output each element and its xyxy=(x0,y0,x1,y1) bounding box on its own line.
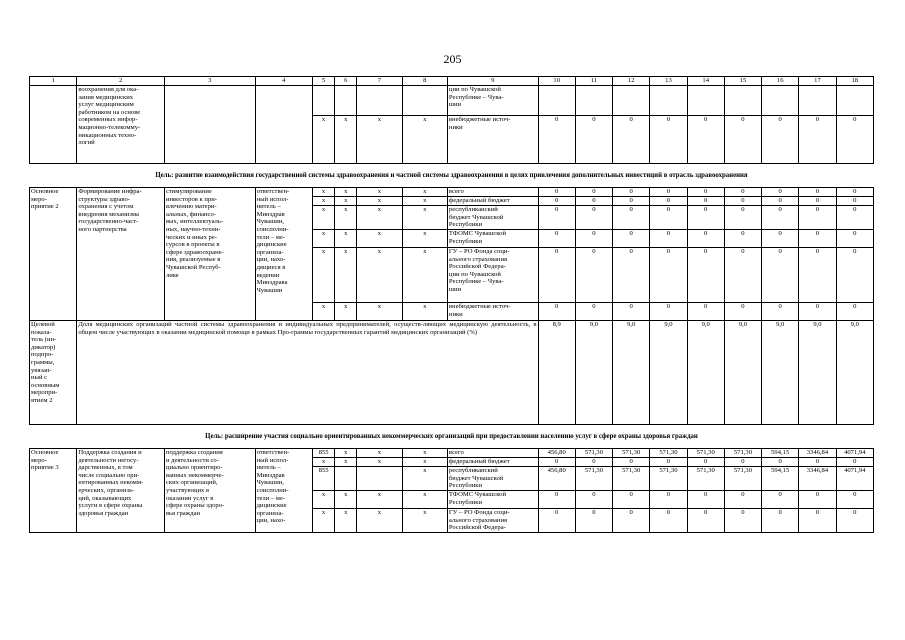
code-cell: x xyxy=(402,467,447,491)
value-cell: 0 xyxy=(724,206,761,230)
code-cell: x xyxy=(312,248,334,303)
code-cell: x xyxy=(335,491,357,509)
column-header: 9 xyxy=(447,77,538,86)
code-cell xyxy=(335,86,357,116)
value-cell: 0 xyxy=(538,458,575,467)
code-cell: x xyxy=(402,206,447,230)
column-header: 6 xyxy=(335,77,357,86)
column-header: 2 xyxy=(77,77,165,86)
value-cell: 0 xyxy=(724,230,761,248)
column-header: 3 xyxy=(164,77,255,86)
code-cell: x xyxy=(402,248,447,303)
value-cell: 0 xyxy=(613,116,650,164)
value-cell: 0 xyxy=(799,458,836,467)
indicator-row xyxy=(30,321,874,425)
code-cell: x xyxy=(357,230,402,248)
funding-source-cell: федеральный бюджет xyxy=(447,458,538,467)
value-cell: 571,30 xyxy=(687,467,724,491)
value-cell: 0 xyxy=(687,509,724,533)
value-cell: 0 xyxy=(836,303,873,321)
value-cell: 571,30 xyxy=(650,467,687,491)
value-cell xyxy=(799,86,836,116)
value-cell xyxy=(687,86,724,116)
value-cell: 0 xyxy=(538,491,575,509)
code-cell: x xyxy=(335,303,357,321)
value-cell: 0 xyxy=(575,188,612,197)
value-cell: 0 xyxy=(799,248,836,303)
column-header: 18 xyxy=(836,77,873,86)
section-row xyxy=(30,425,874,449)
value-cell: 0 xyxy=(762,509,799,533)
code-cell: x xyxy=(402,449,447,458)
responsible-executor: ответствен- ный испол- нитель – Минздрав Чувашии, соисполни- тели – ме- дицинские организа- ции, нахо- дящиеся в ведении Минздрава Чувашии xyxy=(255,188,312,321)
value-cell xyxy=(724,86,761,116)
code-cell: x xyxy=(357,197,402,206)
funding-source-cell: внебюджетные источ- ники xyxy=(447,303,538,321)
value-cell: 0 xyxy=(687,303,724,321)
value-cell: 571,30 xyxy=(724,449,761,458)
code-cell: x xyxy=(402,188,447,197)
measure-content: стимулирование инвесторов к при- влечению матери- альных, финансо- вых, интеллектуаль- ных, научно-техни- ческих и иных ре- сурсов в проекты в сфере здравоохране- ния, реализуемые в Чувашской Респуб- лике xyxy=(164,188,255,321)
funding-source-cell: ТФОМС Чувашской Республики xyxy=(447,230,538,248)
code-cell: x xyxy=(357,509,402,533)
value-cell: 0 xyxy=(613,509,650,533)
code-cell: x xyxy=(312,509,334,533)
column-header: 11 xyxy=(575,77,612,86)
value-cell: 0 xyxy=(687,230,724,248)
value-cell: 4071,94 xyxy=(836,449,873,458)
value-cell xyxy=(575,86,612,116)
value-cell: 0 xyxy=(613,458,650,467)
value-cell: 456,80 xyxy=(538,449,575,458)
value-cell: 0 xyxy=(799,197,836,206)
value-cell xyxy=(762,86,799,116)
value-cell: 0 xyxy=(650,230,687,248)
value-cell: 0 xyxy=(836,248,873,303)
value-cell xyxy=(613,86,650,116)
code-cell: x xyxy=(357,449,402,458)
funding-source-cell: республиканский бюджет Чувашской Республики xyxy=(447,467,538,491)
code-cell: x xyxy=(402,303,447,321)
indicator-value: 8,9 xyxy=(538,321,575,425)
code-cell xyxy=(357,467,402,491)
indicator-value: 9,0 xyxy=(650,321,687,425)
code-cell: x xyxy=(335,509,357,533)
value-cell: 0 xyxy=(687,116,724,164)
section-row xyxy=(30,164,874,188)
value-cell: 0 xyxy=(650,491,687,509)
funding-source-cell: внебюджетные источ- ники xyxy=(447,116,538,164)
column-header: 15 xyxy=(724,77,761,86)
column-header: 7 xyxy=(357,77,402,86)
value-cell: 0 xyxy=(575,491,612,509)
indicator-value: 9,0 xyxy=(724,321,761,425)
value-cell: 0 xyxy=(538,116,575,164)
value-cell: 0 xyxy=(613,303,650,321)
code-cell: x xyxy=(357,303,402,321)
value-cell xyxy=(650,86,687,116)
code-cell: x xyxy=(312,230,334,248)
section-title: Цель: расширение участия социально ориентированных некоммерческих организаций при предоставлении населению услуг в сфере охраны здоровья граждан xyxy=(30,425,874,449)
col3-cell xyxy=(164,86,255,164)
value-cell: 571,30 xyxy=(575,467,612,491)
code-cell xyxy=(335,467,357,491)
code-cell: x xyxy=(357,188,402,197)
value-cell: 0 xyxy=(575,206,612,230)
section-title: Цель: развитие взаимодействия государственной системы здравоохранения и частной системы здравоохранения в целях привлечения дополнительных инвестиций в отрасль здравоохранения xyxy=(30,164,874,188)
code-cell: x xyxy=(335,197,357,206)
value-cell: 0 xyxy=(836,509,873,533)
code-cell: x xyxy=(312,116,334,164)
value-cell: 0 xyxy=(613,206,650,230)
value-cell: 0 xyxy=(836,116,873,164)
value-cell: 0 xyxy=(836,458,873,467)
value-cell xyxy=(836,86,873,116)
value-cell: 0 xyxy=(650,188,687,197)
value-cell: 0 xyxy=(799,116,836,164)
value-cell: 0 xyxy=(538,230,575,248)
value-cell: 0 xyxy=(650,206,687,230)
value-cell: 571,30 xyxy=(613,449,650,458)
value-cell: 0 xyxy=(575,197,612,206)
column-header: 17 xyxy=(799,77,836,86)
code-cell: x xyxy=(402,491,447,509)
value-cell: 0 xyxy=(687,458,724,467)
value-cell: 0 xyxy=(575,509,612,533)
measure-number: Основное меро- приятие 2 xyxy=(30,188,77,321)
code-cell: x xyxy=(312,197,334,206)
funding-source-cell: всего xyxy=(447,188,538,197)
code-cell: x xyxy=(402,116,447,164)
value-cell: 3346,84 xyxy=(799,449,836,458)
value-cell: 0 xyxy=(836,230,873,248)
code-cell: x xyxy=(357,248,402,303)
value-cell: 0 xyxy=(687,197,724,206)
value-cell: 571,30 xyxy=(724,467,761,491)
value-cell: 0 xyxy=(724,458,761,467)
value-cell: 0 xyxy=(613,230,650,248)
indicator-value: 9,0 xyxy=(836,321,873,425)
code-cell: x xyxy=(312,303,334,321)
value-cell: 0 xyxy=(762,230,799,248)
value-cell: 0 xyxy=(836,491,873,509)
responsible-executor: ответствен- ный испол- нитель – Минздрав Чувашии, соисполни- тели – ме- дицинские организа- ции, нахо- xyxy=(255,449,312,533)
measure-description: воохранения для ока- зания медицинских услуг медицинским работником на основе современных инфор- мационно-телекомму- никационных техно- логий xyxy=(77,86,165,164)
code-cell: x xyxy=(335,458,357,467)
value-cell: 0 xyxy=(762,248,799,303)
value-cell: 0 xyxy=(575,458,612,467)
value-cell: 0 xyxy=(762,458,799,467)
code-cell: x xyxy=(357,491,402,509)
indicator-label: Целевой показа- тель (ин- дикатор) подпро- граммы, увязан- ный с основным меропри- ятием 2 xyxy=(30,321,77,425)
column-header: 14 xyxy=(687,77,724,86)
code-cell: x xyxy=(335,449,357,458)
code-cell: x xyxy=(357,206,402,230)
page-number: 205 xyxy=(443,52,462,66)
funding-source-cell: всего xyxy=(447,449,538,458)
value-cell: 0 xyxy=(836,197,873,206)
value-cell: 0 xyxy=(687,206,724,230)
column-header: 4 xyxy=(255,77,312,86)
funding-source-cell: федеральный бюджет xyxy=(447,197,538,206)
table-row xyxy=(30,188,874,197)
value-cell: 0 xyxy=(724,509,761,533)
value-cell: 0 xyxy=(836,206,873,230)
code-cell: x xyxy=(312,188,334,197)
value-cell: 0 xyxy=(538,509,575,533)
value-cell: 571,30 xyxy=(613,467,650,491)
value-cell: 0 xyxy=(724,248,761,303)
code-cell xyxy=(312,86,334,116)
funding-source-cell: ГУ – РО Фонда соци- ального страхования Российской Федера- ции по Чувашской Республике – Чува- шии xyxy=(447,248,538,303)
funding-source-cell: ТФОМС Чувашской Республики xyxy=(447,491,538,509)
value-cell: 0 xyxy=(799,230,836,248)
value-cell: 0 xyxy=(687,188,724,197)
measure-content: поддержка создания и деятельности со- циально ориентиро- ванных некоммерче- ских организаций, участвующих в оказании услуг в сфере охраны здоро- вья граждан xyxy=(164,449,255,533)
column-header: 12 xyxy=(613,77,650,86)
value-cell: 0 xyxy=(650,303,687,321)
column-header: 1 xyxy=(30,77,77,86)
value-cell: 0 xyxy=(762,116,799,164)
value-cell: 456,80 xyxy=(538,467,575,491)
value-cell: 0 xyxy=(613,188,650,197)
indicator-text: Доля медицинских организаций частной системы здравоохранения и индивидуальных предпринимателей, осуществ-ляющих медицинскую деятельность, в общем числе участвующих в оказании медицинской помощи в рамках Про-граммы государственных гарантий медицинских организаций (%) xyxy=(77,321,538,425)
value-cell: 0 xyxy=(799,491,836,509)
value-cell: 0 xyxy=(650,458,687,467)
value-cell: 0 xyxy=(613,491,650,509)
code-cell xyxy=(402,86,447,116)
indicator-value: 9,0 xyxy=(762,321,799,425)
value-cell: 0 xyxy=(538,188,575,197)
value-cell: 0 xyxy=(538,206,575,230)
column-header: 16 xyxy=(762,77,799,86)
table-row xyxy=(30,449,874,458)
value-cell xyxy=(538,86,575,116)
code-cell: 855 xyxy=(312,467,334,491)
indicator-value: 9,0 xyxy=(799,321,836,425)
value-cell: 0 xyxy=(538,303,575,321)
code-cell: x xyxy=(402,230,447,248)
value-cell: 0 xyxy=(724,491,761,509)
value-cell: 0 xyxy=(575,248,612,303)
code-cell: x xyxy=(335,188,357,197)
indicator-value: 9,0 xyxy=(613,321,650,425)
value-cell: 0 xyxy=(762,188,799,197)
value-cell: 0 xyxy=(762,197,799,206)
value-cell: 571,30 xyxy=(687,449,724,458)
value-cell: 0 xyxy=(538,248,575,303)
code-cell: x xyxy=(335,206,357,230)
code-cell: x xyxy=(402,509,447,533)
value-cell: 0 xyxy=(650,116,687,164)
value-cell: 0 xyxy=(575,230,612,248)
value-cell: 0 xyxy=(538,197,575,206)
code-cell xyxy=(357,86,402,116)
measure-number: Основное меро- приятие 3 xyxy=(30,449,77,533)
header-row xyxy=(30,77,874,86)
column-header: 13 xyxy=(650,77,687,86)
code-cell: x xyxy=(402,458,447,467)
measure-description: Формирование инфра- структуры здраво- охранения с учетом внедрения механизма государственно-част- ного партнерства xyxy=(77,188,165,321)
value-cell: 0 xyxy=(575,116,612,164)
value-cell: 0 xyxy=(575,303,612,321)
value-cell: 0 xyxy=(613,248,650,303)
column-header: 10 xyxy=(538,77,575,86)
code-cell: x xyxy=(312,458,334,467)
column-header: 5 xyxy=(312,77,334,86)
code-cell: 855 xyxy=(312,449,334,458)
funding-source-cell: республиканский бюджет Чувашской Республики xyxy=(447,206,538,230)
value-cell: 3346,84 xyxy=(799,467,836,491)
value-cell: 0 xyxy=(724,116,761,164)
col4-cell xyxy=(255,86,312,164)
value-cell: 571,30 xyxy=(650,449,687,458)
measure-description: Поддержка создания и деятельности негосу- дарственных, в том числе социально ори- ентированных некомм- ерческих, организа- ций, оказывающих услуги в сфере охраны здоровья граждан xyxy=(77,449,165,533)
value-cell: 0 xyxy=(762,303,799,321)
table-row xyxy=(30,86,874,116)
value-cell: 571,30 xyxy=(575,449,612,458)
code-cell: x xyxy=(312,491,334,509)
indicator-value: 9,0 xyxy=(575,321,612,425)
indicator-value: 9,0 xyxy=(687,321,724,425)
value-cell: 594,15 xyxy=(762,449,799,458)
value-cell: 0 xyxy=(724,197,761,206)
value-cell: 594,15 xyxy=(762,467,799,491)
column-header: 8 xyxy=(402,77,447,86)
value-cell: 0 xyxy=(650,509,687,533)
col1-cell xyxy=(30,86,77,164)
value-cell: 0 xyxy=(762,491,799,509)
funding-source-cell: ГУ – РО Фонда соци- ального страхования Российской Федера- xyxy=(447,509,538,533)
code-cell: x xyxy=(357,116,402,164)
value-cell: 0 xyxy=(799,509,836,533)
value-cell: 0 xyxy=(799,188,836,197)
value-cell: 0 xyxy=(687,491,724,509)
value-cell: 0 xyxy=(724,188,761,197)
value-cell: 0 xyxy=(799,303,836,321)
value-cell: 0 xyxy=(799,206,836,230)
code-cell: x xyxy=(335,248,357,303)
code-cell: x xyxy=(335,230,357,248)
code-cell: x xyxy=(402,197,447,206)
value-cell: 0 xyxy=(724,303,761,321)
code-cell: x xyxy=(335,116,357,164)
value-cell: 0 xyxy=(687,248,724,303)
program-table xyxy=(29,76,874,533)
value-cell: 0 xyxy=(650,248,687,303)
value-cell: 0 xyxy=(613,197,650,206)
value-cell: 0 xyxy=(836,188,873,197)
value-cell: 0 xyxy=(762,206,799,230)
value-cell: 4071,94 xyxy=(836,467,873,491)
value-cell: 0 xyxy=(650,197,687,206)
code-cell: x xyxy=(357,458,402,467)
funding-source-cell: ции по Чувашской Республике – Чува- шии xyxy=(447,86,538,116)
code-cell: x xyxy=(312,206,334,230)
